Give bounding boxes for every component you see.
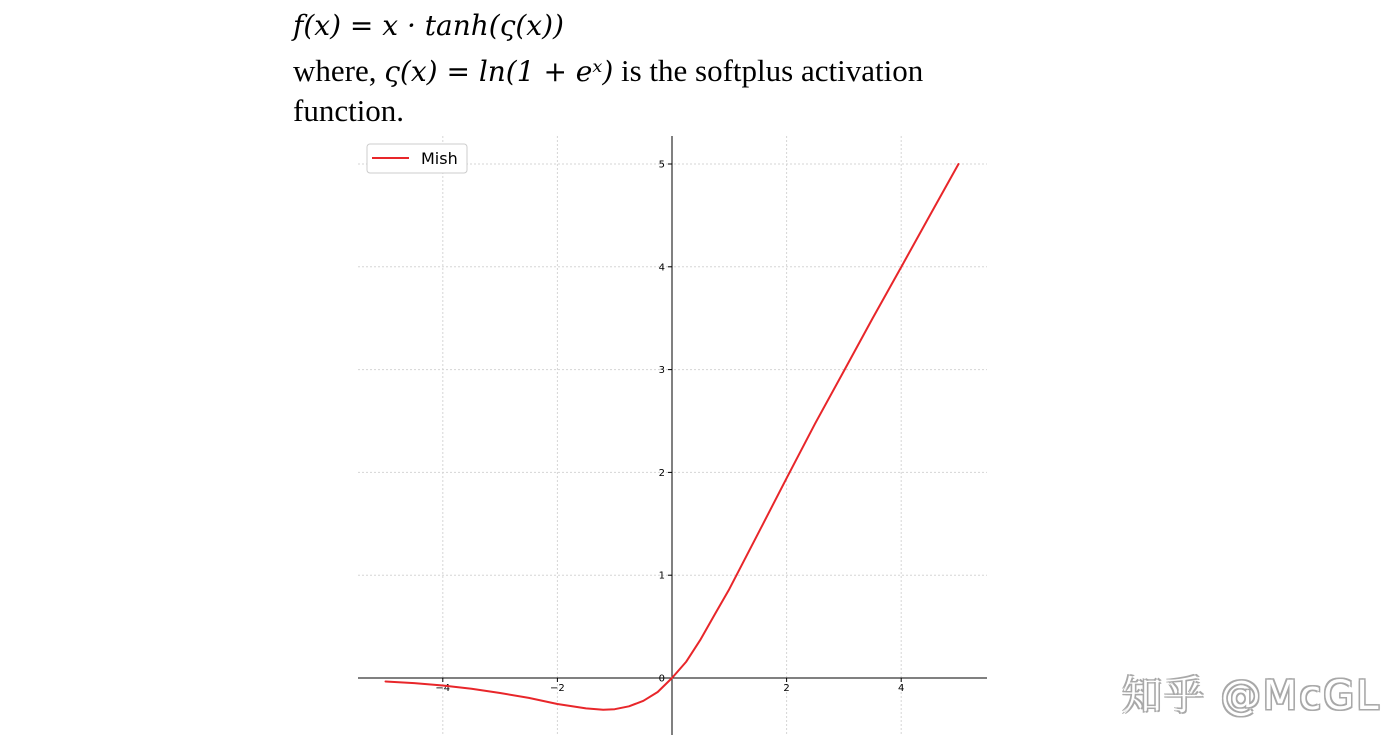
x-tick-label: −2 bbox=[550, 683, 565, 694]
y-tick-label: 4 bbox=[658, 262, 665, 274]
x-tick-label: 4 bbox=[898, 683, 905, 694]
y-tick-label: 1 bbox=[658, 570, 665, 582]
y-tick-label: 3 bbox=[658, 365, 665, 377]
y-tick-label: 2 bbox=[658, 467, 665, 479]
x-tick-label: 2 bbox=[783, 683, 790, 694]
chart-axes bbox=[358, 136, 987, 735]
watermark: 知乎 @McGL bbox=[1122, 673, 1381, 719]
legend-label-mish: Mish bbox=[421, 149, 458, 168]
chart-ticks bbox=[435, 160, 904, 695]
formula-continuation: function. bbox=[293, 93, 405, 128]
chart-legend bbox=[367, 144, 467, 173]
formula-softplus-description: is the softplus activation bbox=[613, 53, 924, 88]
formula-where-prefix: where, bbox=[293, 53, 385, 88]
y-tick-label: 5 bbox=[658, 159, 665, 171]
mish-formula: f(x) = x · tanh(ς(x)) bbox=[293, 9, 564, 42]
y-tick-label: 0 bbox=[658, 673, 665, 685]
x-tick-label: −4 bbox=[435, 683, 451, 694]
softplus-formula: ς(x) = ln(1 + eˣ) bbox=[384, 55, 614, 88]
